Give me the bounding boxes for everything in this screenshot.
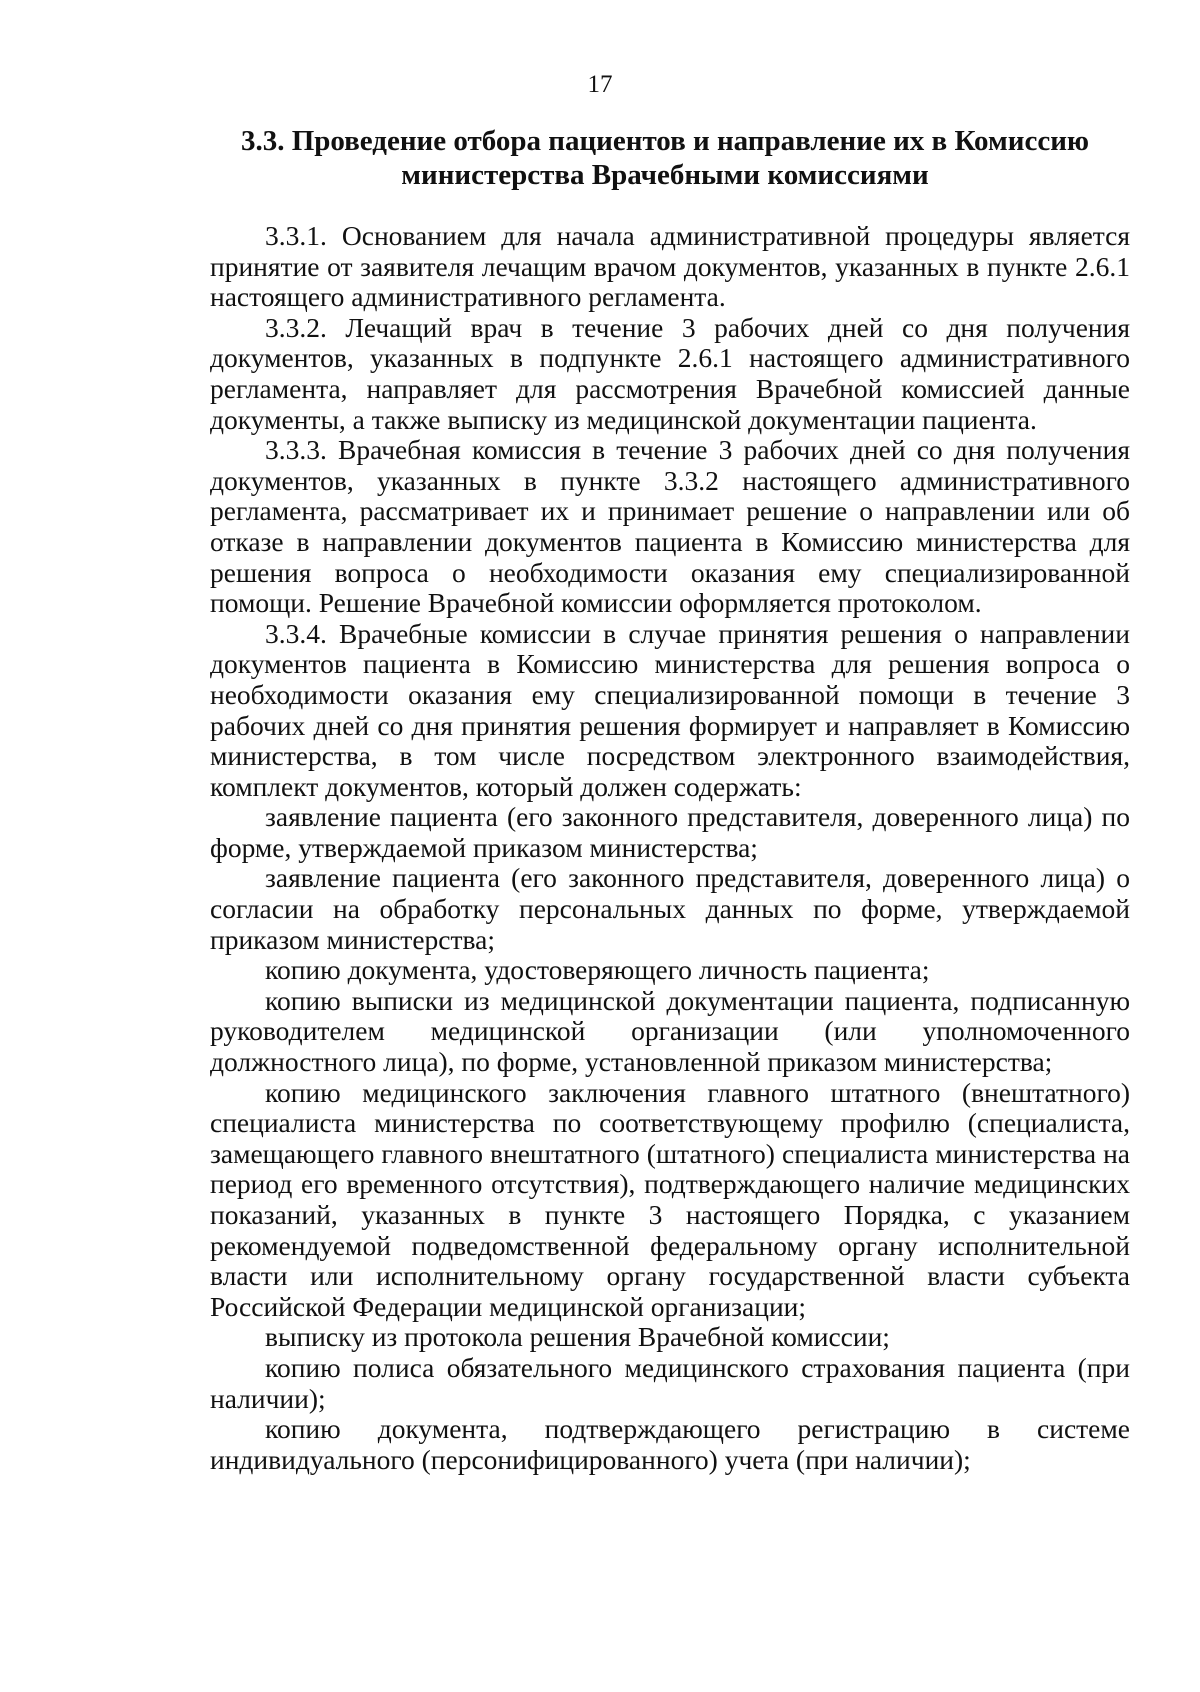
list-item-commission-protocol: выписку из протокола решения Врачебной комиссии; bbox=[265, 1321, 890, 1353]
section-heading-line-1: 3.3. Проведение отбора пациентов и направление их в Комиссию bbox=[240, 125, 1090, 157]
list-item-application-form: заявление пациента (его законного представителя, доверенного лица) по форме, утверждаемой приказом министерства; bbox=[210, 801, 1130, 863]
list-item-consent-form: заявление пациента (его законного представителя, доверенного лица) о согласии на обработку персональных данных по форме, утверждаемой приказом министерства; bbox=[210, 862, 1130, 955]
document-body bbox=[210, 221, 1130, 1475]
list-item-medical-extract: копию выписки из медицинской документации пациента, подписанную руководителем медицинской организации (или уполномоченного должностного лица), по форме, установленной приказом министерства; bbox=[210, 984, 1130, 1078]
section-heading bbox=[200, 124, 1130, 192]
list-item-registration-document: копию документа, подтверждающего регистрацию в системе индивидуального (персонифицированного) учета (при наличии); bbox=[210, 1413, 1130, 1475]
page-number: 17 bbox=[587, 71, 613, 98]
list-item-insurance-policy: копию полиса обязательного медицинского страхования пациента (при наличии); bbox=[210, 1351, 1130, 1414]
paragraph-3-3-2: 3.3.2. Лечащий врач в течение 3 рабочих дней со дня получения документов, указанных в подпункте 2.6.1 настоящего административного регламента, направляет для рассмотрения Врачебной комиссией данные документы, а также выписку из медицинской документации пациента. bbox=[210, 311, 1130, 435]
list-item-identity-document: копию документа, удостоверяющего личность пациента; bbox=[265, 954, 930, 986]
section-heading-line-2: министерства Врачебными комиссиями bbox=[401, 159, 929, 191]
paragraph-3-3-4: 3.3.4. Врачебные комиссии в случае принятия решения о направлении документов пациента в Комиссию министерства для решения вопроса о необходимости оказания ему специализированной помощи в течение 3 рабочих дней со дня принятия решения формирует и направляет в Комиссию министерства, в том числе посредством электронного взаимодействия, комплект документов, который должен содержать: bbox=[210, 617, 1130, 802]
paragraph-3-3-1: 3.3.1. Основанием для начала административной процедуры является принятие от заявителя лечащим врачом документов, указанных в пункте 2.6.1 настоящего административного регламента. bbox=[210, 220, 1130, 313]
list-item-specialist-conclusion: копию медицинского заключения главного штатного (внештатного) специалиста министерства по соответствующему профилю (специалиста, замещающего главного внештатного (штатного) специалиста министерства на период его временного отсутствия), подтверждающего наличие медицинских показаний, указанных в пункте 3 настоящего Порядка, с указанием рекомендуемой подведомственной федеральному органу исполнительной власти или исполнительному органу государственной власти субъекта Российской Федерации медицинской организации; bbox=[210, 1076, 1130, 1322]
paragraph-3-3-3: 3.3.3. Врачебная комиссия в течение 3 рабочих дней со дня получения документов, указанных в пункте 3.3.2 настоящего административного регламента, рассматривает их и принимает решение о направлении или об отказе в направлении документов пациента в Комиссию министерства для решения вопроса о необходимости оказания ему специализированной помощи. Решение Врачебной комиссии оформляется протоколом. bbox=[210, 434, 1130, 619]
